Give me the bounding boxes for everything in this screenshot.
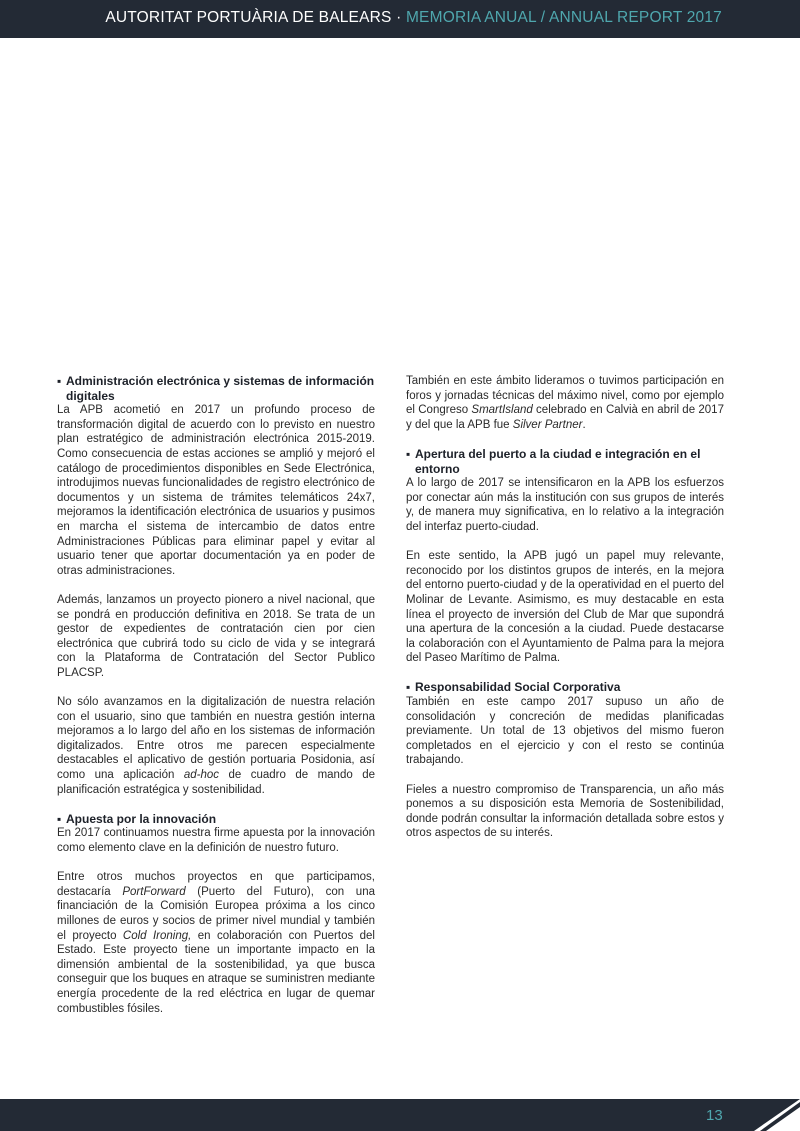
header-report: MEMORIA ANUAL / ANNUAL REPORT 2017 xyxy=(401,9,722,26)
paragraph: Fieles a nuestro compromiso de Transparencia, un año más ponemos a su disposición esta Memoria de Sostenibilidad, donde podrán consultar la información detallada sobre estos y otros aspectos de su interés. xyxy=(406,783,724,840)
heading-text: Apuesta por la innovación xyxy=(66,811,217,826)
italic-run: ad-hoc xyxy=(183,769,219,782)
paragraph xyxy=(406,374,724,432)
bullet-icon: ▪ xyxy=(406,446,411,461)
bullet-icon: ▪ xyxy=(406,680,411,695)
paragraph xyxy=(57,870,375,1016)
header-org: AUTORITAT PORTUÀRIA DE BALEARS · xyxy=(105,9,402,26)
paragraph xyxy=(57,695,375,797)
section-heading-admin xyxy=(57,374,375,403)
right-column xyxy=(406,374,724,1031)
heading-text: Apertura del puerto a la ciudad e integración en el entorno xyxy=(415,446,701,476)
italic-run: Silver Partner xyxy=(512,418,583,431)
heading-text: Responsabilidad Social Corporativa xyxy=(415,680,621,695)
text-run: Entre otros muchos proyectos en que participamos, destacaría xyxy=(57,871,375,898)
left-column xyxy=(57,374,375,1031)
paragraph: A lo largo de 2017 se intensificaron en la APB los esfuerzos por conectar aún más la institución con sus grupos de interés y, de manera muy significativa, en lo relativo a la integración del interfaz puerto-ciudad. xyxy=(406,477,724,533)
section-heading-innovation xyxy=(57,812,375,827)
italic-run: Cold Ironing, xyxy=(122,929,192,942)
bullet-icon: ▪ xyxy=(57,811,62,826)
header-title xyxy=(105,9,722,27)
section-heading-csr xyxy=(406,680,724,695)
paragraph: En 2017 continuamos nuestra firme apuesta por la innovación como elemento clave en la definición de nuestro futuro. xyxy=(57,827,375,854)
italic-run: PortForward xyxy=(122,885,186,898)
section-heading-port-city xyxy=(406,447,724,476)
paragraph: Además, lanzamos un proyecto pionero a nivel nacional, que se pondrá en producción definitiva en 2018. Se trata de un gestor de expedientes de contratación cien por cien electrónica que cubrirá todo su ciclo de vida y se integrará con la Plataforma de Contratación del Sector Publico PLACSP. xyxy=(57,593,375,679)
heading-text: Administración electrónica y sistemas de información digitales xyxy=(66,374,375,403)
paragraph: La APB acometió en 2017 un profundo proceso de transformación digital de acuerdo con lo previsto en nuestro plan estratégico de administración electrónica 2015-2019. Como consecuencia de estas acciones se amplió y mejoró el catálogo de procedimientos disponibles en Sede Electrónica, introdujimos nuevas funcionalidades de registro electrónico de documentos y un sistema de trámites telemáticos 24x7, mejoramos la identificación electrónica de usuarios y pusimos en marcha el sistema de intercambio de datos entre Administraciones Públicas para eliminar papel y evitar al usuario tener que aportar documentación ya en poder de otras administraciones. xyxy=(57,404,375,577)
text-run: de cuadro de mando de planificación estratégica y sostenibilidad. xyxy=(57,769,375,796)
footer-bar xyxy=(0,1099,800,1131)
paragraph: En este sentido, la APB jugó un papel muy relevante, reconocido por los distintos grupos de interés, en la mejora del entorno puerto-ciudad y de la operatividad en el puerto del Molinar de Levante. Asimismo, es muy destacable en esta línea el proyecto de inversión del Club de Mar que supondrá una apertura de la concesión a la ciudad. Puede destacarse la colaboración con el Ayuntamiento de Palma para la mejora del Paseo Marítimo de Palma. xyxy=(406,550,724,665)
text-run: celebrado en Calvià en abril de 2017 y del que la APB fue xyxy=(406,404,724,431)
paragraph: También en este campo 2017 supuso un año de consolidación y concreción de medidas planificadas previamente. Un total de 13 objetivos del mismo fueron completados en el ejercicio y con el resto se continúa trabajando. xyxy=(406,696,724,767)
page-number: 13 xyxy=(706,1107,723,1124)
bullet-icon: ▪ xyxy=(57,374,62,388)
text-run: . xyxy=(582,418,586,431)
text-run: También en este ámbito lideramos o tuvimos participación en foros y jornadas técnicas del máximo nivel, como por ejemplo el Congreso xyxy=(406,375,724,417)
header-bar xyxy=(0,0,800,38)
page-content xyxy=(57,374,724,1031)
italic-run: SmartIsland xyxy=(471,404,533,417)
text-run: en colaboración con Puertos del Estado. Este proyecto tiene un importante impacto en la dimensión ambiental de la sostenibilidad, ya que busca conseguir que los buques en atraque se suministren mediante energía procedente de la red eléctrica en lugar de quemar combustibles fósiles. xyxy=(57,929,375,1015)
corner-decoration-icon xyxy=(740,1099,800,1131)
text-run: (Puerto del Futuro), con una financiación de la Comisión Europea próxima a los cinco millones de euros y socios de primer nivel mundial y también el proyecto xyxy=(57,885,375,942)
text-run: No sólo avanzamos en la digitalización de nuestra relación con el usuario, sino que también en nuestra gestión interna mejoramos a lo largo del año en los sistemas de información digitalizados. Entre otros me parecen especialmente destacables el aplicativo de gestión portuaria Posidonia, así como una aplicación xyxy=(57,696,375,782)
